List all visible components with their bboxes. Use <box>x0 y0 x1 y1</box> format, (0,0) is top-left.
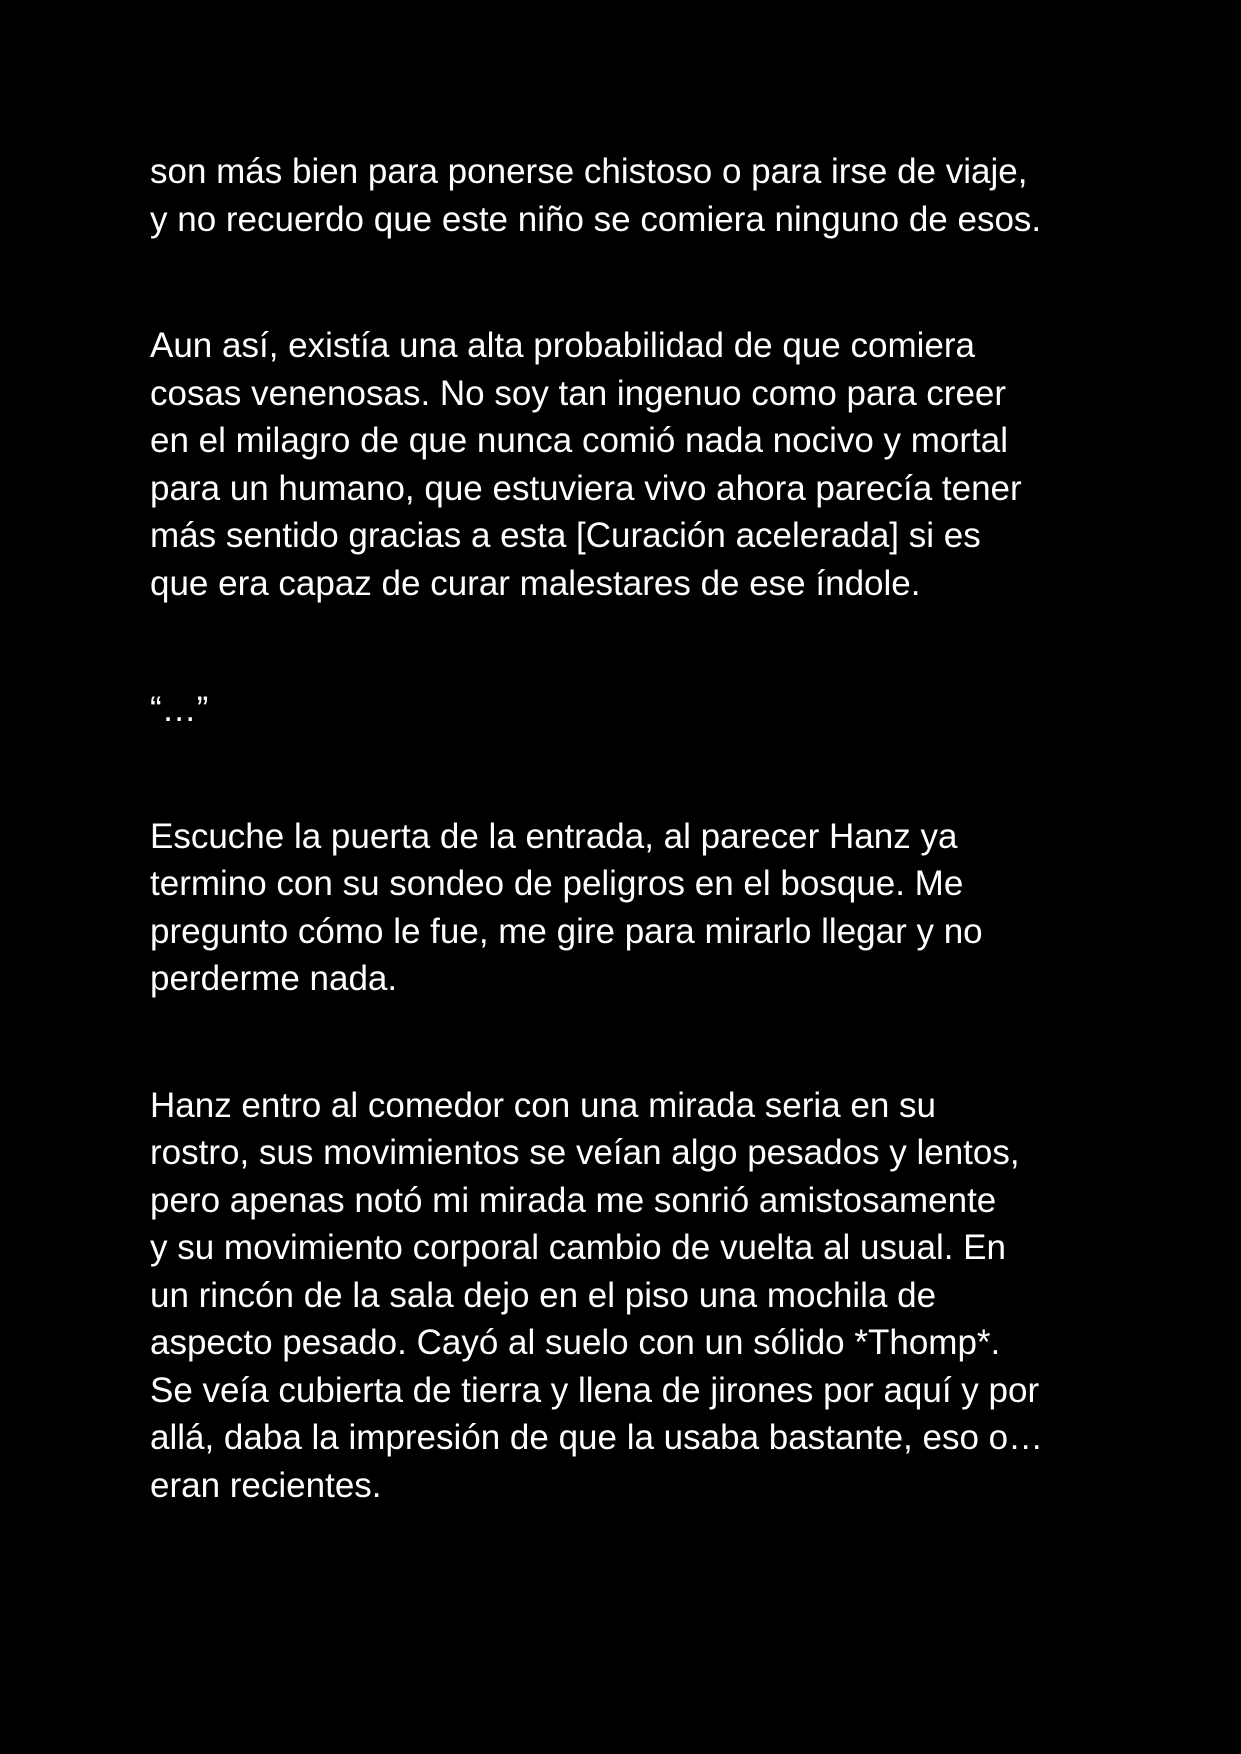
paragraph-4: Escuche la puerta de la entrada, al parecer Hanz ya termino con su sondeo de peligros en el bosque. Me pregunto cómo le fue, me gire para mirarlo llegar y no perderme nada. <box>150 816 983 998</box>
paragraph-2: Aun así, existía una alta probabilidad de que comiera cosas venenosas. No soy tan ingenuo como para creer en el milagro de que nunca comió nada nocivo y mortal para un humano, que estuviera vivo ahora parecía tener más sentido gracias a esta [Curación acelerada] si es que era capaz de curar malestares de ese índole. <box>150 326 1022 603</box>
paragraph-spacer <box>150 243 1110 322</box>
paragraph-spacer <box>150 607 1110 686</box>
paragraph-spacer <box>150 1003 1110 1082</box>
paragraph-3: “…” <box>150 690 209 729</box>
paragraph-1: son más bien para ponerse chistoso o para irse de viaje, y no recuerdo que este niño se comiera ninguno de esos. <box>150 152 1042 239</box>
paragraph-spacer <box>150 734 1110 813</box>
paragraph-5: Hanz entro al comedor con una mirada seria en su rostro, sus movimientos se veían algo pesados y lentos, pero apenas notó mi mirada me sonrió amistosamente y su movimiento corporal cambio de vuelta al usual. En un rincón de la sala dejo en el piso una mochila de aspecto pesado. Cayó al suelo con un sólido *Thomp*. Se veía cubierta de tierra y llena de jirones por aquí y por allá, daba la impresión de que la usaba bastante, eso o… eran recientes. <box>150 1085 1044 1505</box>
text-column <box>150 148 1110 1509</box>
